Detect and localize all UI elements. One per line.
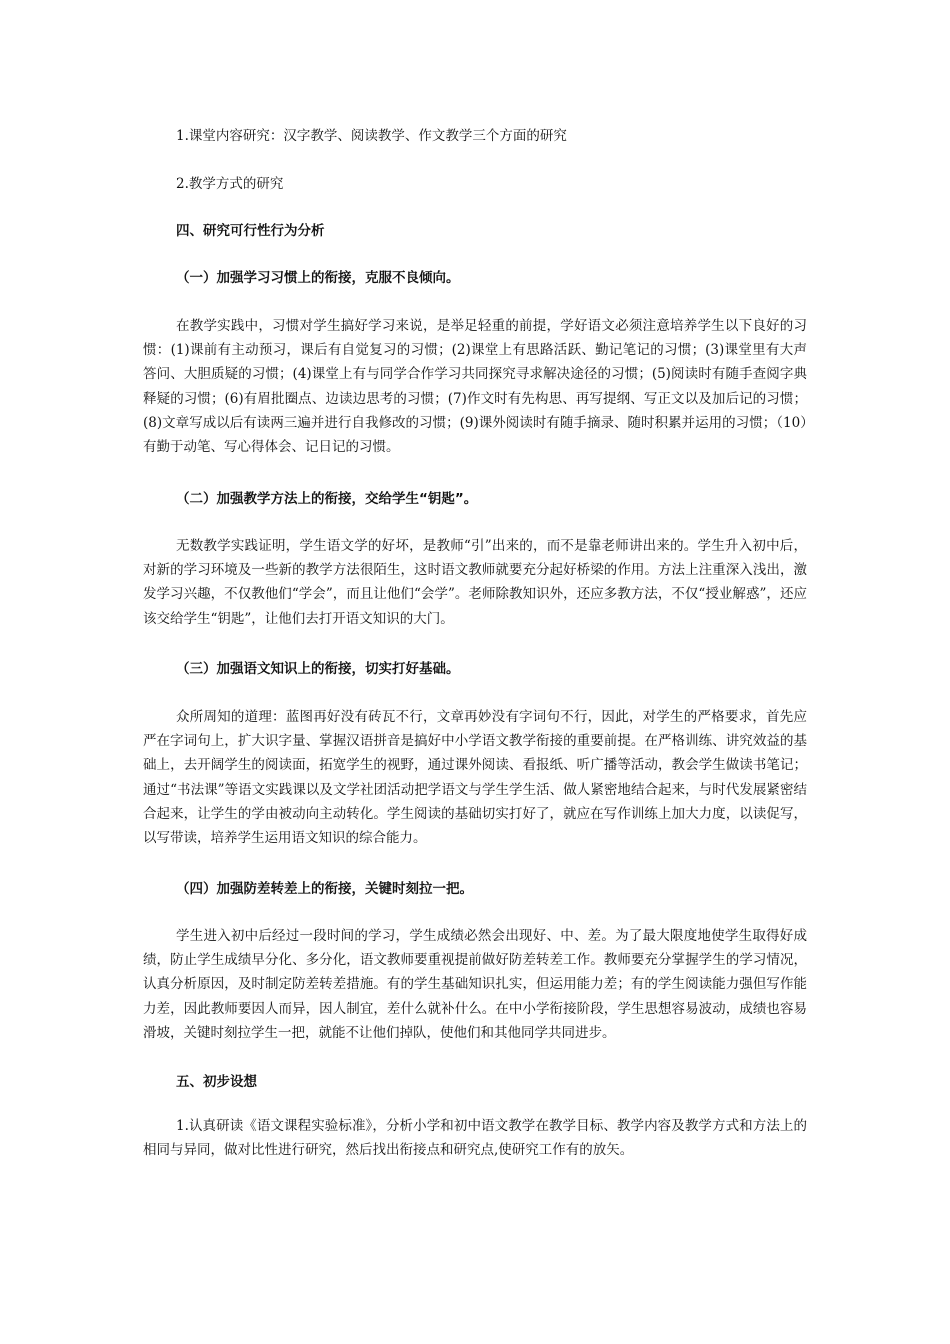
- subheading-language-knowledge: （三）加强语文知识上的衔接，切实打好基础。: [176, 661, 460, 677]
- subheading-teaching-methods: （二）加强教学方法上的衔接，交给学生“钥匙”。: [176, 491, 478, 507]
- paragraph-prevent-lagging: 学生进入初中后经过一段时间的学习，学生成绩必然会出现好、中、差。为了最大限度地使学生取得好成绩，防止学生成绩早分化、多分化，语文教师要重视提前做好防差转差工作。教师要充分掌握学生的学习情况，认真分析原因，及时制定防差转差措施。有的学生基础知识扎实，但运用能力差；有的学生阅读能力强但写作能力差，因此教师要因人而异，因人制宜，差什么就补什么。在中小学衔接阶段，学生思想容易波动，成绩也容易滑坡，关键时刻拉学生一把，就能不让他们掉队，使他们和其他同学共同进步。: [143, 928, 807, 1041]
- paragraph-preliminary-ideas-1: 1.认真研读《语文课程实验标准》，分析小学和初中语文教学在教学目标、教学内容及教学方式和方法上的相同与异同，做对比性进行研究，然后找出衔接点和研究点,使研究工作有的放矢。: [143, 1118, 807, 1159]
- paragraph-teaching-methods: 无数教学实践证明，学生语文学的好坏，是教师“引”出来的，而不是靠老师讲出来的。学生升入初中后，对新的学习环境及一些新的教学方法很陌生，这时语文教师就要充分起好桥梁的作用。方法上注重深入浅出，激发学习兴趣，不仅教他们“学会”，而且让他们“会学”。老师除教知识外，还应多教方法，不仅“授业解惑”，还应该交给学生“钥匙”，让他们去打开语文知识的大门。: [143, 538, 807, 627]
- paragraph-language-knowledge: 众所周知的道理：蓝图再好没有砖瓦不行，文章再妙没有字词句不行，因此，对学生的严格要求，首先应严在字词句上，扩大识字量、掌握汉语拼音是搞好中小学语文教学衔接的重要前提。在严格训练、讲究效益的基础上，去开阔学生的阅读面，拓宽学生的视野，通过课外阅读、看报纸、听广播等活动，教会学生做读书笔记；通过“书法课”等语文实践课以及文学社团活动把学语文与学生学生活、做人紧密地结合起来，与时代发展紧密结合起来，让学生的学由被动向主动转化。学生阅读的基础切实打好了，就应在写作训练上加大力度，以读促写，以写带读，培养学生运用语文知识的综合能力。: [143, 709, 807, 847]
- list-item-teaching-method: 2.教学方式的研究: [176, 176, 284, 192]
- subheading-prevent-lagging: （四）加强防差转差上的衔接，关键时刻拉一把。: [176, 881, 473, 897]
- section-heading-preliminary-ideas: 五、初步设想: [176, 1074, 257, 1090]
- paragraph-study-habits: 在教学实践中，习惯对学生搞好学习来说，是举足轻重的前提，学好语文必须注意培养学生以下良好的习惯：(1)课前有主动预习，课后有自觉复习的习惯；(2)课堂上有思路活跃、勤记笔记的习惯；(3)课堂里有大声答问、大胆质疑的习惯；(4)课堂上有与同学合作学习共同探究寻求解决途径的习惯；(5)阅读时有随手查阅字典释疑的习惯；(6)有眉批圈点、边读边思考的习惯；(7)作文时有先构思、再写提纲、写正文以及加后记的习惯；(8)文章写成以后有读两三遍并进行自我修改的习惯；(9)课外阅读时有随手摘录、随时积累并运用的习惯；（10）有勤于动笔、写心得体会、记日记的习惯。: [143, 318, 807, 456]
- subheading-study-habits: （一）加强学习习惯上的衔接，克服不良倾向。: [176, 270, 460, 286]
- section-heading-feasibility: 四、研究可行性行为分析: [176, 223, 325, 239]
- list-item-content-research: 1.课堂内容研究：汉字教学、阅读教学、作文教学三个方面的研究: [176, 128, 567, 144]
